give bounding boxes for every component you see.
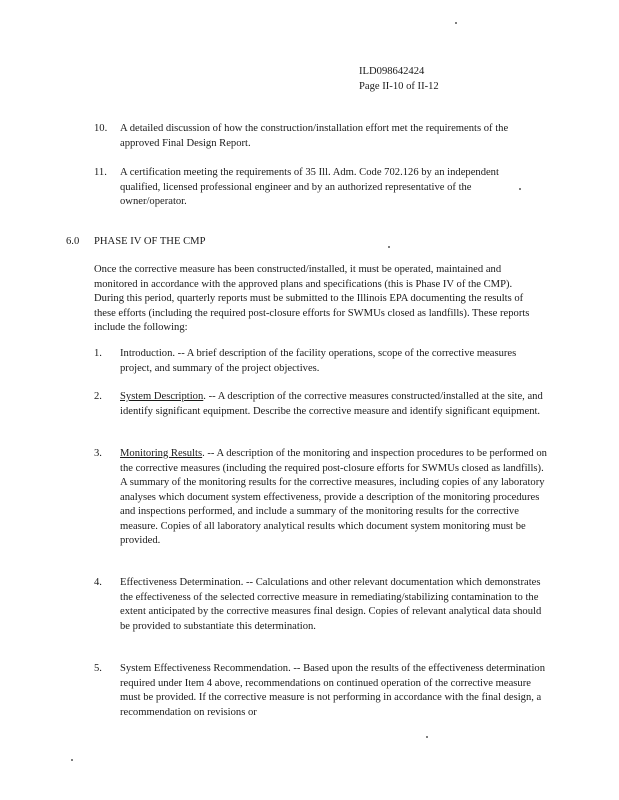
item-number: 2. xyxy=(94,391,102,402)
item-body: . -- Based upon the results of the effectiveness determination required under Item 4 above, recommendations on continued operation of the corrective measure must be provided. If the corrective measure is not performing in accordance with the final design, a recommendation on revisions or xyxy=(120,663,546,718)
item-number: 1. xyxy=(94,348,102,359)
list-item-2 xyxy=(94,390,549,419)
intro-paragraph: Once the corrective measure has been constructed/installed, it must be operated, maintained and monitored in accordance with the approved plans and specifications (this is Phase IV of the CMP). During this period, quarterly reports must be submitted to the Illinois EPA documenting the results of these efforts (including the required post-closure efforts for SWMUs closed as landfills). These reports include the following: xyxy=(94,264,530,333)
list-item-1 xyxy=(94,347,549,376)
list-item-10 xyxy=(94,122,549,151)
item-number: 11. xyxy=(94,167,107,178)
scan-speck xyxy=(455,22,457,24)
item-text xyxy=(120,390,545,419)
item-number: 5. xyxy=(94,663,102,674)
scan-speck xyxy=(519,188,521,190)
document-id: ILD098642424 xyxy=(359,66,425,77)
list-item-11 xyxy=(94,166,549,210)
item-number: 10. xyxy=(94,123,108,134)
section-heading xyxy=(66,235,205,250)
item-text xyxy=(120,447,548,549)
item-body: . -- Calculations and other relevant documentation which demonstrates the effectiveness of the selected corrective measure in remediating/stabilizing contamination to the extent anticipated by the corrective measures final design. Copies of relevant analytical data should be provided to substantiate this determination. xyxy=(120,577,542,632)
item-body: . -- A description of the monitoring and inspection procedures to be performed on the corrective measures (including the required post-closure efforts for SWMUs closed as landfills). A summary of the monitoring results for the corrective measures, including copies of any laboratory analyses which document system effectiveness, provide a description of the monitoring procedures and inspections performed, and include a summary of the monitoring results for the corrective measure. Copies of all laboratory analytical results which document system monitoring must be provided. xyxy=(120,448,547,546)
item-number: 4. xyxy=(94,577,102,588)
list-item-4 xyxy=(94,576,549,634)
item-title: Effectiveness Determination xyxy=(120,577,241,588)
section-number: 6.0 xyxy=(66,236,80,247)
item-text xyxy=(120,662,545,720)
scan-speck xyxy=(426,736,428,738)
page-header xyxy=(359,64,439,94)
item-body: . -- A brief description of the facility operations, scope of the corrective measures project, and summary of the project objectives. xyxy=(120,348,517,374)
scan-speck xyxy=(388,246,390,248)
item-title: System Description xyxy=(120,391,204,402)
scan-speck xyxy=(71,759,73,761)
item-body: . -- A description of the corrective measures constructed/installed at the site, and identify significant equipment. Describe the corrective measure and identify significant equipment. xyxy=(120,391,543,417)
list-item-5 xyxy=(94,662,549,720)
item-text: A certification meeting the requirements of 35 Ill. Adm. Code 702.126 by an independent qualified, licensed professional engineer and by an authorized representative of the owner/operator. xyxy=(120,167,499,207)
item-title: Introduction xyxy=(120,348,173,359)
item-text xyxy=(120,576,545,634)
item-number: 3. xyxy=(94,448,102,459)
page-reference: Page II-10 of II-12 xyxy=(359,81,439,92)
section-title: PHASE IV OF THE CMP xyxy=(94,236,206,247)
list-item-3 xyxy=(94,447,549,549)
item-text: A detailed discussion of how the construction/installation effort met the requirements of the approved Final Design Report. xyxy=(120,123,509,149)
item-title: Monitoring Results xyxy=(120,448,203,459)
item-title: System Effectiveness Recommendation xyxy=(120,663,289,674)
item-text xyxy=(120,347,540,376)
